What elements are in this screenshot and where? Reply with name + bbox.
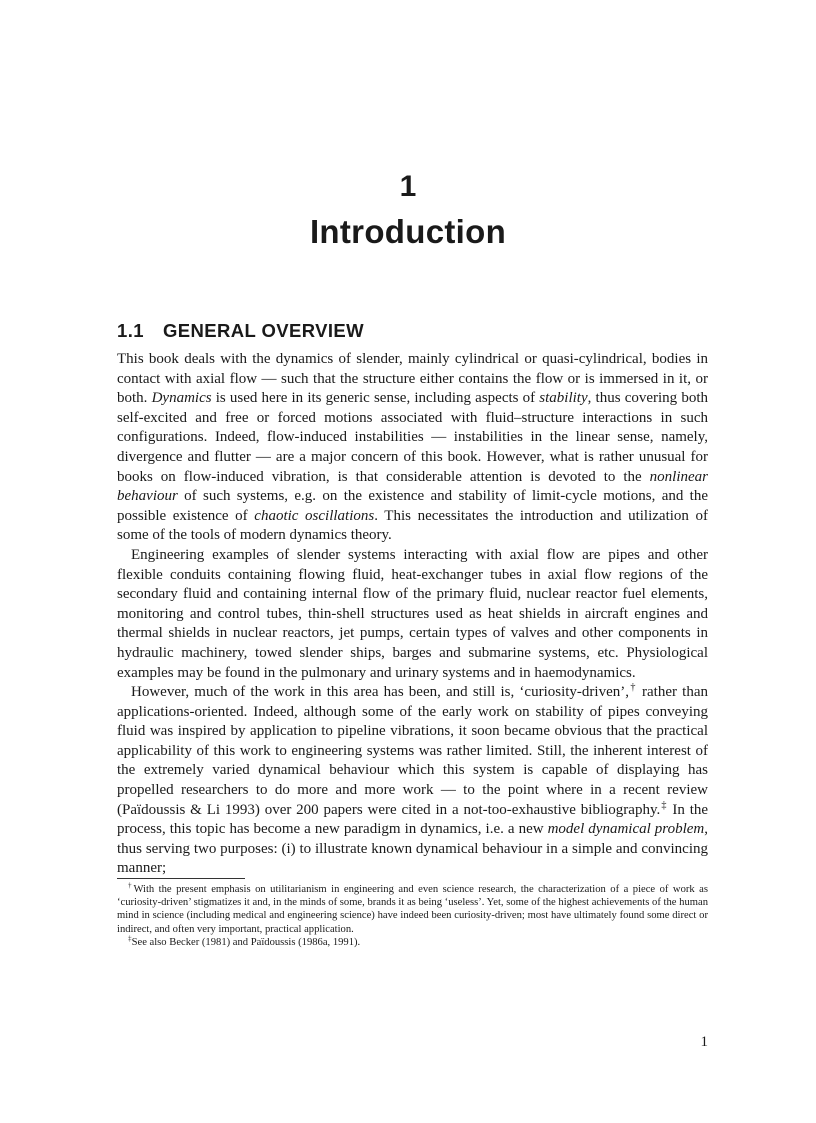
page-number: 1 [700,1034,708,1050]
footnote-ref-dagger: † [628,682,637,694]
paragraph-3 [117,683,708,879]
text-run: However, much of the work in this area has been, and still is, ‘curiosity-driven’, [131,684,629,701]
chapter-number: 1 [399,170,417,203]
text-run: , thus covering both self-excited and free or forced motions associated with fluid–structure interactions in such configurations. Indeed, flow-induced instabilities — instabilities in the linear sense, namely, divergence and flutter — are a major concern of this book. However, what is rather unusual for books on flow-induced vibration, is that considerable attention is devoted to the [117,390,709,485]
text-run: rather than applications-oriented. Indeed, although some of the early work on stability of pipes conveying fluid was inspired by application to pipeline vibrations, it soon became obvious that the practical applicability of this work to engineering systems was rather limited. Still, the inherent interest of the extremely varied dynamical behaviour which this system is capable of displaying has propelled researchers to do more and more work — to the point where in a recent review (Païdoussis & Li 1993) over 200 papers were cited in a not-too-exhaustive bibliography. [117,684,708,818]
text-run: . This necessitates the introduction and utilization of some of the tools of modern dynamics theory. [117,507,709,544]
text-run: of such systems, e.g. on the existence and stability of limit-cycle motions, and the possible existence of [117,488,708,524]
footnote-text: See also Becker (1981) and Païdoussis (1986a, 1991). [131,936,361,948]
italic-term: stability [539,390,588,407]
paragraph-1 [117,350,708,546]
footnote-2 [117,936,708,949]
footnote-1 [117,883,708,936]
footnotes [117,883,708,949]
section-number: 1.1 [117,320,144,341]
italic-term: model dynamical problem [547,821,705,838]
paragraph-2: Engineering examples of slender systems interacting with axial flow are pipes and other flexible conduits containing flowing fluid, heat-exchanger tubes in axial flow regions of the secondary fluid and containing internal flow of the primary fluid, nuclear reactor fuel elements, monitoring and control tubes, thin-shell structures used as heat shields in aircraft engines and thermal shields in nuclear reactors, jet pumps, certain types of valves and other components in hydraulic machinery, towed slender ships, barges and submarine systems, etc. Physiological examples may be found in the pulmonary and urinary systems and in haemodynamics. [117,546,708,681]
italic-term: nonlinear behaviour [117,468,708,505]
text-run: is used here in its generic sense, including aspects of [211,390,540,407]
footnote-mark: ‡ [128,934,132,943]
italic-term: Dynamics [151,390,212,407]
section-heading [117,320,364,342]
chapter-title: Introduction [309,213,507,250]
italic-term: chaotic oscillations [254,507,375,524]
text-run: , thus serving two purposes: (i) to illustrate known dynamical behaviour in a simple and convincing manner; [117,821,708,877]
footnote-text: With the present emphasis on utilitarianism in engineering and even science research, the characterization of a piece of work as ‘curiosity-driven’ stigmatizes it and, in the minds of some, brands it as being ‘useless’. Yet, some of the highest achievements of the human mind in science (including medical and engineering science) have indeed been curiosity-driven; most have ultimately found some direct or indirect, and often very important, practical application. [117,884,708,935]
text-run: In the process, this topic has become a new paradigm in dynamics, i.e. a new [117,801,709,838]
section-title: GENERAL OVERVIEW [163,320,365,341]
text-run: This book deals with the dynamics of slender, mainly cylindrical or quasi-cylindrical, bodies in contact with axial flow — such that the structure either contains the flow or is immersed in it, or both. [117,351,708,407]
footnote-mark: † [128,881,134,890]
footnote-ref-double-dagger: ‡ [660,799,668,811]
body-text [117,350,708,879]
footnote-divider [117,878,245,879]
